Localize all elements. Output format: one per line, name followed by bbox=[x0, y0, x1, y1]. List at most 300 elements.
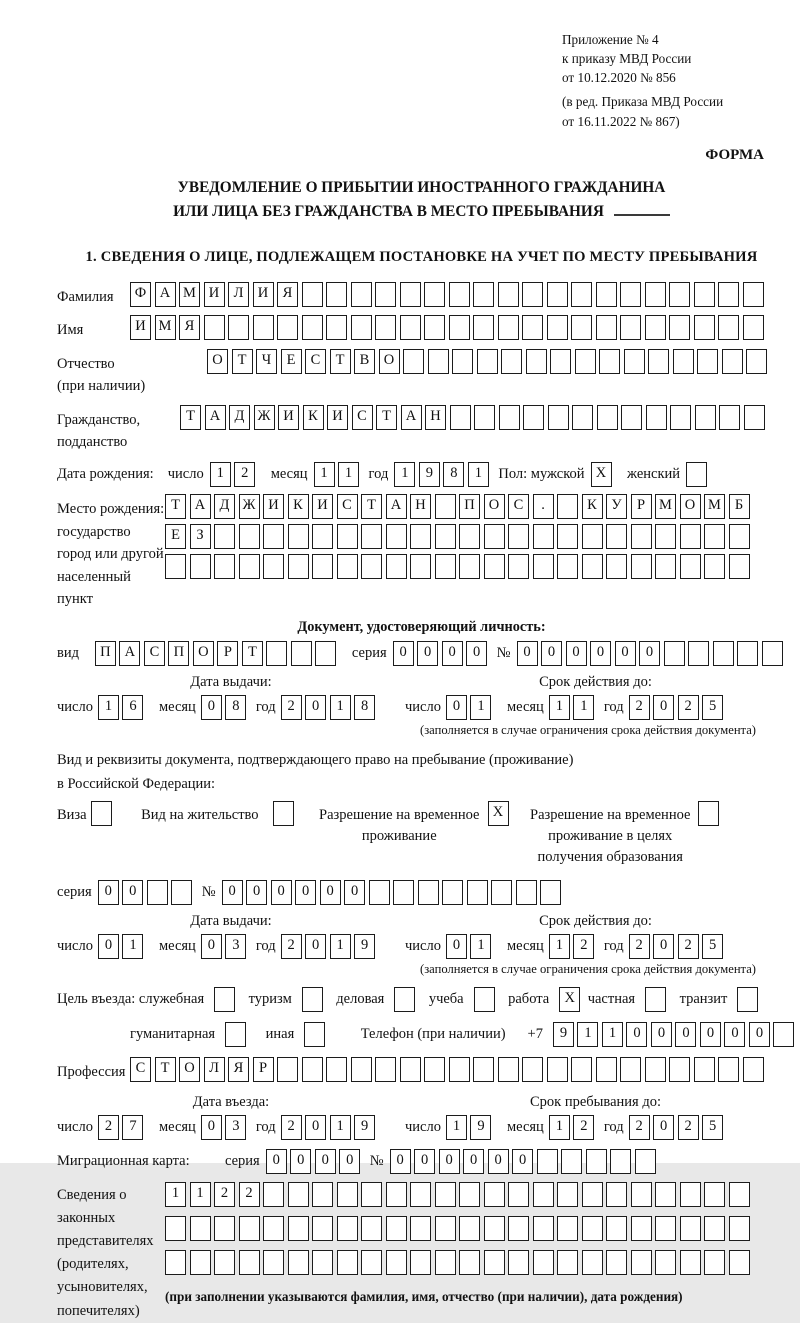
stay-until-year[interactable] bbox=[629, 1115, 727, 1140]
form-cell[interactable]: 0 bbox=[439, 1149, 460, 1174]
form-cell[interactable]: 0 bbox=[222, 880, 243, 905]
form-cell[interactable]: 0 bbox=[393, 641, 414, 666]
form-cell[interactable] bbox=[669, 315, 690, 340]
form-cell[interactable]: 0 bbox=[98, 934, 119, 959]
form-cell[interactable] bbox=[557, 494, 578, 519]
form-cell[interactable]: 6 bbox=[122, 695, 143, 720]
form-cell[interactable] bbox=[557, 1216, 578, 1241]
form-cell[interactable] bbox=[557, 554, 578, 579]
form-cell[interactable]: 0 bbox=[626, 1022, 647, 1047]
residence-valid-month[interactable] bbox=[549, 934, 598, 959]
form-cell[interactable]: Р bbox=[631, 494, 652, 519]
form-cell[interactable]: Ж bbox=[239, 494, 260, 519]
form-cell[interactable]: 1 bbox=[470, 695, 491, 720]
form-cell[interactable] bbox=[680, 1182, 701, 1207]
form-cell[interactable]: 0 bbox=[566, 641, 587, 666]
form-cell[interactable] bbox=[522, 282, 543, 307]
residence-issue-day[interactable] bbox=[98, 934, 147, 959]
form-cell[interactable] bbox=[695, 405, 716, 430]
form-cell[interactable] bbox=[484, 554, 505, 579]
form-cell[interactable] bbox=[277, 315, 298, 340]
form-cell[interactable]: М bbox=[704, 494, 725, 519]
form-cell[interactable]: Д bbox=[214, 494, 235, 519]
form-cell[interactable] bbox=[165, 554, 186, 579]
form-cell[interactable] bbox=[386, 1250, 407, 1275]
form-cell[interactable] bbox=[424, 315, 445, 340]
form-cell[interactable]: 1 bbox=[573, 695, 594, 720]
identity-valid-day[interactable] bbox=[446, 695, 495, 720]
form-cell[interactable] bbox=[729, 1250, 750, 1275]
form-cell[interactable]: Т bbox=[165, 494, 186, 519]
form-cell[interactable]: 5 bbox=[702, 934, 723, 959]
form-cell[interactable]: 2 bbox=[214, 1182, 235, 1207]
birth-year-cells[interactable] bbox=[394, 462, 492, 487]
form-cell[interactable] bbox=[449, 282, 470, 307]
form-cell[interactable]: X bbox=[559, 987, 580, 1012]
form-cell[interactable]: С bbox=[337, 494, 358, 519]
form-cell[interactable]: 3 bbox=[225, 934, 246, 959]
form-cell[interactable] bbox=[473, 315, 494, 340]
form-cell[interactable]: Я bbox=[228, 1057, 249, 1082]
form-cell[interactable]: 2 bbox=[678, 1115, 699, 1140]
form-cell[interactable] bbox=[743, 315, 764, 340]
form-cell[interactable] bbox=[533, 1250, 554, 1275]
form-cell[interactable] bbox=[337, 524, 358, 549]
form-cell[interactable]: С bbox=[130, 1057, 151, 1082]
form-cell[interactable]: 8 bbox=[443, 462, 464, 487]
form-cell[interactable] bbox=[680, 524, 701, 549]
form-cell[interactable] bbox=[718, 282, 739, 307]
form-cell[interactable]: Ф bbox=[130, 282, 151, 307]
form-cell[interactable] bbox=[312, 1182, 333, 1207]
form-cell[interactable] bbox=[273, 801, 294, 826]
form-cell[interactable] bbox=[351, 282, 372, 307]
form-cell[interactable] bbox=[315, 641, 336, 666]
form-cell[interactable] bbox=[646, 405, 667, 430]
form-cell[interactable] bbox=[474, 405, 495, 430]
form-cell[interactable] bbox=[288, 1216, 309, 1241]
form-cell[interactable]: 9 bbox=[354, 934, 375, 959]
form-cell[interactable]: 8 bbox=[225, 695, 246, 720]
form-cell[interactable]: 3 bbox=[225, 1115, 246, 1140]
visa-checkbox[interactable] bbox=[91, 801, 116, 826]
form-cell[interactable]: 0 bbox=[344, 880, 365, 905]
identity-issue-year[interactable] bbox=[281, 695, 379, 720]
form-cell[interactable]: 0 bbox=[517, 641, 538, 666]
form-cell[interactable]: Т bbox=[155, 1057, 176, 1082]
form-cell[interactable] bbox=[508, 1182, 529, 1207]
form-cell[interactable] bbox=[400, 315, 421, 340]
form-cell[interactable] bbox=[228, 315, 249, 340]
form-cell[interactable] bbox=[621, 405, 642, 430]
form-cell[interactable] bbox=[737, 987, 758, 1012]
form-cell[interactable]: Д bbox=[229, 405, 250, 430]
citizenship-cells[interactable] bbox=[180, 405, 768, 430]
form-cell[interactable] bbox=[516, 880, 537, 905]
form-cell[interactable] bbox=[648, 349, 669, 374]
form-cell[interactable]: К bbox=[303, 405, 324, 430]
form-cell[interactable]: 7 bbox=[122, 1115, 143, 1140]
form-cell[interactable]: 0 bbox=[201, 695, 222, 720]
form-cell[interactable] bbox=[435, 554, 456, 579]
form-cell[interactable]: 1 bbox=[122, 934, 143, 959]
form-cell[interactable]: 0 bbox=[651, 1022, 672, 1047]
stay-until-day[interactable] bbox=[446, 1115, 495, 1140]
form-cell[interactable]: У bbox=[606, 494, 627, 519]
form-cell[interactable]: О bbox=[680, 494, 701, 519]
form-cell[interactable]: М bbox=[655, 494, 676, 519]
form-cell[interactable] bbox=[225, 1022, 246, 1047]
form-cell[interactable]: 0 bbox=[541, 641, 562, 666]
form-cell[interactable]: 1 bbox=[446, 1115, 467, 1140]
form-cell[interactable] bbox=[288, 524, 309, 549]
form-cell[interactable] bbox=[680, 554, 701, 579]
form-cell[interactable] bbox=[501, 349, 522, 374]
form-cell[interactable] bbox=[718, 1057, 739, 1082]
form-cell[interactable] bbox=[582, 1250, 603, 1275]
form-cell[interactable]: 0 bbox=[122, 880, 143, 905]
form-cell[interactable] bbox=[263, 1182, 284, 1207]
form-cell[interactable] bbox=[533, 1216, 554, 1241]
form-cell[interactable]: С bbox=[144, 641, 165, 666]
form-cell[interactable]: С bbox=[508, 494, 529, 519]
form-cell[interactable] bbox=[610, 1149, 631, 1174]
form-cell[interactable] bbox=[533, 554, 554, 579]
form-cell[interactable]: 2 bbox=[629, 934, 650, 959]
form-cell[interactable]: 0 bbox=[749, 1022, 770, 1047]
form-cell[interactable] bbox=[459, 1182, 480, 1207]
form-cell[interactable]: Я bbox=[179, 315, 200, 340]
form-cell[interactable] bbox=[737, 641, 758, 666]
form-cell[interactable]: 1 bbox=[470, 934, 491, 959]
form-cell[interactable] bbox=[582, 554, 603, 579]
form-cell[interactable] bbox=[596, 1057, 617, 1082]
form-cell[interactable] bbox=[631, 1250, 652, 1275]
form-cell[interactable] bbox=[361, 554, 382, 579]
form-cell[interactable] bbox=[572, 405, 593, 430]
form-cell[interactable]: 2 bbox=[573, 934, 594, 959]
form-cell[interactable] bbox=[452, 349, 473, 374]
form-cell[interactable]: О bbox=[179, 1057, 200, 1082]
form-cell[interactable]: К bbox=[582, 494, 603, 519]
form-cell[interactable]: Т bbox=[361, 494, 382, 519]
residence-valid-year[interactable] bbox=[629, 934, 727, 959]
identity-issue-month[interactable] bbox=[201, 695, 250, 720]
form-cell[interactable] bbox=[386, 1216, 407, 1241]
form-cell[interactable]: Е bbox=[281, 349, 302, 374]
form-cell[interactable] bbox=[620, 282, 641, 307]
form-cell[interactable] bbox=[459, 1216, 480, 1241]
form-cell[interactable]: Б bbox=[729, 494, 750, 519]
form-cell[interactable] bbox=[508, 554, 529, 579]
form-cell[interactable]: 9 bbox=[354, 1115, 375, 1140]
form-cell[interactable]: 0 bbox=[320, 880, 341, 905]
form-cell[interactable]: 0 bbox=[339, 1149, 360, 1174]
form-cell[interactable] bbox=[459, 1250, 480, 1275]
temp-residence-edu-checkbox[interactable] bbox=[698, 801, 723, 826]
form-cell[interactable]: А bbox=[205, 405, 226, 430]
form-cell[interactable] bbox=[670, 405, 691, 430]
form-cell[interactable] bbox=[571, 282, 592, 307]
form-cell[interactable]: 1 bbox=[549, 695, 570, 720]
form-cell[interactable] bbox=[550, 349, 571, 374]
form-cell[interactable] bbox=[337, 1216, 358, 1241]
form-cell[interactable] bbox=[263, 524, 284, 549]
form-cell[interactable] bbox=[597, 405, 618, 430]
residence-permit-checkbox[interactable] bbox=[273, 801, 298, 826]
form-cell[interactable] bbox=[312, 1216, 333, 1241]
form-cell[interactable] bbox=[523, 405, 544, 430]
form-cell[interactable] bbox=[655, 1216, 676, 1241]
form-cell[interactable] bbox=[239, 524, 260, 549]
form-cell[interactable] bbox=[729, 554, 750, 579]
form-cell[interactable] bbox=[698, 801, 719, 826]
form-cell[interactable] bbox=[304, 1022, 325, 1047]
form-cell[interactable] bbox=[655, 554, 676, 579]
form-cell[interactable]: 2 bbox=[234, 462, 255, 487]
form-cell[interactable] bbox=[326, 315, 347, 340]
form-cell[interactable]: 1 bbox=[338, 462, 359, 487]
form-cell[interactable]: 0 bbox=[98, 880, 119, 905]
form-cell[interactable] bbox=[288, 1182, 309, 1207]
form-cell[interactable]: 0 bbox=[512, 1149, 533, 1174]
purpose-study-checkbox[interactable] bbox=[474, 987, 499, 1012]
form-cell[interactable] bbox=[435, 1250, 456, 1275]
form-cell[interactable] bbox=[540, 880, 561, 905]
form-cell[interactable] bbox=[743, 1057, 764, 1082]
form-cell[interactable]: 1 bbox=[468, 462, 489, 487]
form-cell[interactable] bbox=[410, 1216, 431, 1241]
representatives-cells-row2[interactable] bbox=[165, 1216, 753, 1241]
entry-month[interactable] bbox=[201, 1115, 250, 1140]
form-cell[interactable]: 1 bbox=[549, 934, 570, 959]
form-cell[interactable]: 0 bbox=[590, 641, 611, 666]
form-cell[interactable] bbox=[547, 282, 568, 307]
form-cell[interactable] bbox=[508, 1216, 529, 1241]
form-cell[interactable] bbox=[484, 1250, 505, 1275]
form-cell[interactable] bbox=[253, 315, 274, 340]
form-cell[interactable]: С bbox=[352, 405, 373, 430]
form-cell[interactable]: М bbox=[155, 315, 176, 340]
form-cell[interactable] bbox=[190, 1250, 211, 1275]
identity-number-cells[interactable] bbox=[517, 641, 787, 666]
form-cell[interactable] bbox=[474, 987, 495, 1012]
form-cell[interactable]: Р bbox=[253, 1057, 274, 1082]
form-cell[interactable]: 0 bbox=[201, 934, 222, 959]
form-cell[interactable] bbox=[669, 1057, 690, 1082]
birth-place-cells-row3[interactable] bbox=[165, 554, 753, 579]
form-cell[interactable]: В bbox=[354, 349, 375, 374]
form-cell[interactable]: 0 bbox=[675, 1022, 696, 1047]
form-cell[interactable]: Т bbox=[180, 405, 201, 430]
form-cell[interactable] bbox=[369, 880, 390, 905]
form-cell[interactable]: 9 bbox=[553, 1022, 574, 1047]
form-cell[interactable] bbox=[547, 315, 568, 340]
form-cell[interactable] bbox=[165, 1250, 186, 1275]
form-cell[interactable]: . bbox=[533, 494, 554, 519]
form-cell[interactable]: 0 bbox=[446, 695, 467, 720]
form-cell[interactable]: 0 bbox=[442, 641, 463, 666]
form-cell[interactable]: 5 bbox=[702, 1115, 723, 1140]
form-cell[interactable]: 2 bbox=[281, 695, 302, 720]
form-cell[interactable] bbox=[302, 1057, 323, 1082]
form-cell[interactable]: П bbox=[168, 641, 189, 666]
form-cell[interactable] bbox=[704, 524, 725, 549]
form-cell[interactable] bbox=[442, 880, 463, 905]
form-cell[interactable] bbox=[386, 1182, 407, 1207]
form-cell[interactable]: Т bbox=[232, 349, 253, 374]
form-cell[interactable] bbox=[704, 1250, 725, 1275]
form-cell[interactable] bbox=[288, 554, 309, 579]
form-cell[interactable] bbox=[473, 282, 494, 307]
form-cell[interactable] bbox=[729, 524, 750, 549]
form-cell[interactable] bbox=[582, 1182, 603, 1207]
form-cell[interactable]: Н bbox=[410, 494, 431, 519]
form-cell[interactable]: Л bbox=[204, 1057, 225, 1082]
form-cell[interactable] bbox=[522, 315, 543, 340]
form-cell[interactable] bbox=[263, 1250, 284, 1275]
form-cell[interactable] bbox=[729, 1182, 750, 1207]
representatives-cells-row1[interactable] bbox=[165, 1182, 753, 1207]
form-cell[interactable] bbox=[631, 1216, 652, 1241]
form-cell[interactable]: О bbox=[484, 494, 505, 519]
form-cell[interactable] bbox=[239, 1216, 260, 1241]
form-cell[interactable] bbox=[606, 1182, 627, 1207]
form-cell[interactable] bbox=[484, 1182, 505, 1207]
form-cell[interactable] bbox=[606, 554, 627, 579]
form-cell[interactable]: К bbox=[288, 494, 309, 519]
form-cell[interactable]: 2 bbox=[281, 934, 302, 959]
form-cell[interactable] bbox=[214, 987, 235, 1012]
form-cell[interactable] bbox=[533, 524, 554, 549]
form-cell[interactable] bbox=[620, 1057, 641, 1082]
form-cell[interactable] bbox=[302, 987, 323, 1012]
identity-valid-year[interactable] bbox=[629, 695, 727, 720]
form-cell[interactable]: 0 bbox=[390, 1149, 411, 1174]
form-cell[interactable] bbox=[498, 282, 519, 307]
form-cell[interactable] bbox=[718, 315, 739, 340]
form-cell[interactable] bbox=[171, 880, 192, 905]
form-cell[interactable] bbox=[704, 1216, 725, 1241]
residence-valid-day[interactable] bbox=[446, 934, 495, 959]
form-cell[interactable] bbox=[680, 1250, 701, 1275]
form-cell[interactable] bbox=[337, 1182, 358, 1207]
form-cell[interactable] bbox=[664, 641, 685, 666]
form-cell[interactable] bbox=[449, 315, 470, 340]
form-cell[interactable]: 0 bbox=[653, 695, 674, 720]
form-cell[interactable] bbox=[302, 282, 323, 307]
form-cell[interactable]: 0 bbox=[305, 934, 326, 959]
form-cell[interactable] bbox=[467, 880, 488, 905]
form-cell[interactable] bbox=[266, 641, 287, 666]
form-cell[interactable] bbox=[403, 349, 424, 374]
profession-cells[interactable] bbox=[130, 1057, 767, 1082]
form-cell[interactable]: 2 bbox=[281, 1115, 302, 1140]
purpose-business-checkbox[interactable] bbox=[214, 987, 239, 1012]
form-cell[interactable] bbox=[557, 1250, 578, 1275]
form-cell[interactable] bbox=[410, 524, 431, 549]
form-cell[interactable] bbox=[410, 554, 431, 579]
form-cell[interactable] bbox=[746, 349, 767, 374]
form-cell[interactable]: А bbox=[386, 494, 407, 519]
identity-valid-month[interactable] bbox=[549, 695, 598, 720]
form-cell[interactable]: 0 bbox=[246, 880, 267, 905]
form-cell[interactable] bbox=[302, 315, 323, 340]
form-cell[interactable]: 0 bbox=[724, 1022, 745, 1047]
form-cell[interactable] bbox=[586, 1149, 607, 1174]
form-cell[interactable] bbox=[722, 349, 743, 374]
form-cell[interactable] bbox=[288, 1250, 309, 1275]
form-cell[interactable] bbox=[686, 462, 707, 487]
form-cell[interactable]: 0 bbox=[653, 1115, 674, 1140]
form-cell[interactable] bbox=[351, 1057, 372, 1082]
form-cell[interactable]: 2 bbox=[678, 934, 699, 959]
form-cell[interactable] bbox=[410, 1182, 431, 1207]
form-cell[interactable]: 1 bbox=[330, 695, 351, 720]
form-cell[interactable] bbox=[694, 1057, 715, 1082]
purpose-work-checkbox[interactable] bbox=[559, 987, 584, 1012]
form-cell[interactable] bbox=[312, 554, 333, 579]
form-cell[interactable] bbox=[719, 405, 740, 430]
form-cell[interactable] bbox=[428, 349, 449, 374]
form-cell[interactable]: 9 bbox=[419, 462, 440, 487]
entry-year[interactable] bbox=[281, 1115, 379, 1140]
form-cell[interactable] bbox=[645, 282, 666, 307]
form-cell[interactable] bbox=[190, 554, 211, 579]
surname-cells[interactable] bbox=[130, 282, 767, 307]
form-cell[interactable]: 0 bbox=[417, 641, 438, 666]
form-cell[interactable]: И bbox=[253, 282, 274, 307]
form-cell[interactable]: И bbox=[263, 494, 284, 519]
birth-day-cells[interactable] bbox=[210, 462, 259, 487]
form-cell[interactable]: 1 bbox=[190, 1182, 211, 1207]
birth-place-cells-row1[interactable] bbox=[165, 494, 753, 519]
form-cell[interactable]: 1 bbox=[577, 1022, 598, 1047]
form-cell[interactable] bbox=[606, 1216, 627, 1241]
form-cell[interactable]: 1 bbox=[165, 1182, 186, 1207]
form-cell[interactable] bbox=[277, 1057, 298, 1082]
form-cell[interactable] bbox=[312, 1250, 333, 1275]
form-cell[interactable] bbox=[694, 315, 715, 340]
form-cell[interactable] bbox=[533, 1182, 554, 1207]
form-cell[interactable] bbox=[561, 1149, 582, 1174]
form-cell[interactable]: П bbox=[459, 494, 480, 519]
form-cell[interactable] bbox=[596, 315, 617, 340]
form-cell[interactable] bbox=[147, 880, 168, 905]
form-cell[interactable] bbox=[704, 1182, 725, 1207]
form-cell[interactable] bbox=[291, 641, 312, 666]
form-cell[interactable] bbox=[214, 1250, 235, 1275]
form-cell[interactable] bbox=[477, 349, 498, 374]
form-cell[interactable] bbox=[386, 554, 407, 579]
form-cell[interactable] bbox=[435, 494, 456, 519]
phone-cells[interactable] bbox=[553, 1022, 798, 1047]
form-cell[interactable] bbox=[375, 1057, 396, 1082]
form-cell[interactable]: 1 bbox=[98, 695, 119, 720]
form-cell[interactable]: Ж bbox=[254, 405, 275, 430]
form-cell[interactable] bbox=[361, 1250, 382, 1275]
form-cell[interactable] bbox=[669, 282, 690, 307]
form-cell[interactable]: А bbox=[190, 494, 211, 519]
form-cell[interactable] bbox=[557, 1182, 578, 1207]
form-cell[interactable]: 0 bbox=[266, 1149, 287, 1174]
purpose-other-checkbox[interactable] bbox=[304, 1022, 329, 1047]
form-cell[interactable]: 0 bbox=[290, 1149, 311, 1174]
form-cell[interactable] bbox=[744, 405, 765, 430]
form-cell[interactable] bbox=[190, 1216, 211, 1241]
form-cell[interactable] bbox=[645, 315, 666, 340]
form-cell[interactable] bbox=[680, 1216, 701, 1241]
